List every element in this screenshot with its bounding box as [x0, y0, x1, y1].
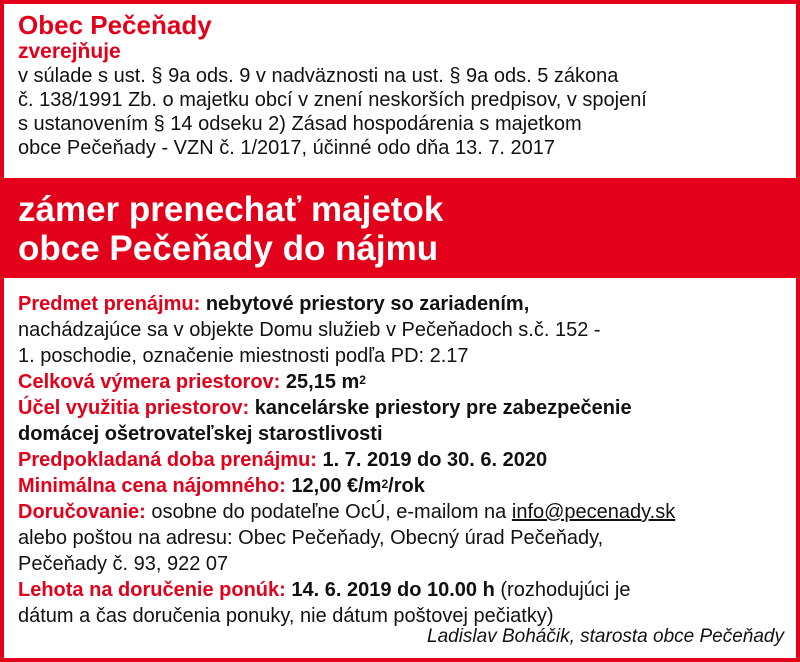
deadline-note: (rozhodujúci je — [500, 579, 631, 601]
publishes-label: zverejňuje — [18, 40, 121, 63]
duration-label: Predpokladaná doba prenájmu: — [18, 449, 317, 471]
purpose-line: domácej ošetrovateľskej starostlivosti — [18, 423, 383, 445]
delivery-text: osobne do podateľne OcÚ, e-mailom na — [151, 501, 507, 523]
subject-row — [18, 291, 786, 317]
notice-header — [4, 4, 796, 160]
legal-basis — [18, 64, 782, 160]
price-exponent: 2 — [381, 477, 389, 491]
delivery-label: Doručovanie: — [18, 501, 146, 523]
deadline-value: 14. 6. 2019 do 10.00 h — [291, 579, 495, 601]
area-row — [18, 369, 786, 395]
legal-line: obce Pečeňady - VZN č. 1/2017, účinné odo dňa 13. 7. 2017 — [18, 137, 556, 159]
purpose-row — [18, 395, 786, 421]
price-value — [291, 475, 424, 497]
signature: Ladislav Boháčik, starosta obce Pečeňady — [427, 626, 784, 647]
legal-line: č. 138/1991 Zb. o majetku obcí v znení neskorších predpisov, v spojení — [18, 89, 647, 111]
price-amount: 12,00 €/m — [291, 475, 382, 497]
email-link[interactable]: info@pecenady.sk — [511, 501, 676, 523]
purpose-label: Účel využitia priestorov: — [18, 397, 250, 419]
legal-line: s ustanovením § 14 odseku 2) Zásad hospodárenia s majetkom — [18, 113, 582, 135]
intent-banner — [4, 178, 796, 278]
price-label: Minimálna cena nájomného: — [18, 475, 286, 497]
duration-value: 1. 7. 2019 do 30. 6. 2020 — [322, 449, 548, 471]
banner-line: zámer prenechať majetok — [18, 190, 444, 229]
banner-line: obce Pečeňady do nájmu — [18, 229, 439, 268]
subject-line: nachádzajúce sa v objekte Domu služieb v Pečeňadoch s.č. 152 - — [18, 319, 601, 341]
lease-details — [18, 291, 786, 629]
area-value — [286, 371, 366, 393]
area-label: Celková výmera priestorov: — [18, 371, 281, 393]
delivery-line: Pečeňady č. 93, 922 07 — [18, 553, 229, 575]
deadline-line: dátum a čas doručenia ponuky, nie dátum poštovej pečiatky) — [18, 605, 554, 627]
subject-value: nebytové priestory so zariadením, — [205, 293, 530, 315]
legal-line: v súlade s ust. § 9a ods. 9 v nadväznosti na ust. § 9a ods. 5 zákona — [18, 65, 619, 87]
area-number: 25,15 m — [285, 371, 360, 393]
price-row — [18, 473, 786, 499]
purpose-value: kancelárske priestory pre zabezpečenie — [254, 397, 632, 419]
municipality-name: Obec Pečeňady — [18, 10, 212, 40]
deadline-label: Lehota na doručenie ponúk: — [18, 579, 286, 601]
subject-line: 1. poschodie, označenie miestnosti podľa PD: 2.17 — [18, 345, 469, 367]
area-exponent: 2 — [359, 373, 366, 387]
subject-label: Predmet prenájmu: — [18, 293, 201, 315]
delivery-row — [18, 499, 786, 525]
duration-row — [18, 447, 786, 473]
price-period: /rok — [388, 475, 425, 497]
delivery-line: alebo poštou na adresu: Obec Pečeňady, Obecný úrad Pečeňady, — [18, 527, 604, 549]
deadline-row — [18, 577, 786, 603]
